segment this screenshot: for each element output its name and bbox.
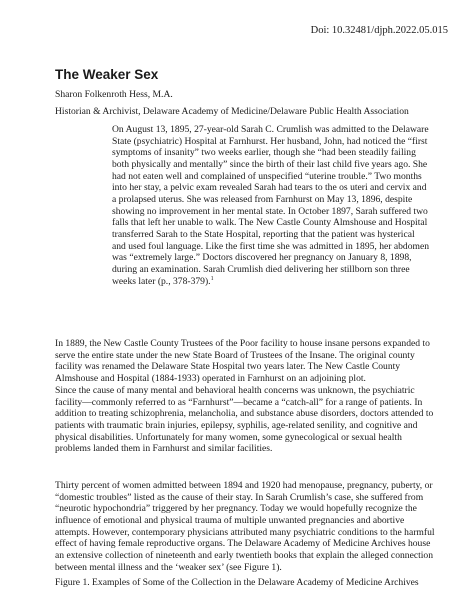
case-study-blockquote: [112, 124, 430, 287]
footnote-marker: 1: [210, 275, 214, 282]
figure-caption: Figure 1. Examples of Some of the Collection in the Delaware Academy of Medicine Archives: [55, 577, 419, 588]
body-paragraph: In 1889, the New Castle County Trustees of the Poor facility to house insane persons expanded to serve the entire state under the new State Board of Trustees of the Insane. The original county facility was renamed the Delaware State Hospital two years later. The New Castle County Almshouse and Hospital (1884-1933) operated in Farnhurst on an adjoining plot.: [55, 338, 430, 384]
doi-header: Doi: 10.32481/djph.2022.05.015: [310, 25, 448, 36]
body-paragraph: Since the cause of many mental and behavioral health concerns was unknown, the psychiatric facility—commonly referred to as “Farnhurst”—became a “catch-all” for a range of patients. In addition to treating schizophrenia, melancholia, and substance abuse disorders, doctors attended to patients with traumatic brain injuries, epilepsy, syphilis, age-related senility, and cognitive and physical disabilities. Unfortunately for many women, some gynecological or sexual health problems landed them in Farnhurst and similar facilities.: [55, 385, 434, 455]
body-paragraph: Thirty percent of women admitted between 1894 and 1920 had menopause, pregnancy, puberty, or “domestic troubles” listed as the cause of their stay. In Sarah Crumlish’s case, she suffered from “neurotic hypochondria” triggered by her pregnancy. Today we would hopefully recognize the influence of emotional and physical trauma of multiple unwanted pregnancies and abortive attempts. However, contemporary physicians attributed many psychiatric conditions to the harmful effect of having female reproductive organs. The Delaware Academy of Medicine Archives house an extensive collection of nineteenth and early twentieth books that explain the alleged connection between mental illness and the ‘weaker sex’ (see Figure 1).: [55, 480, 435, 573]
author-affiliation: Historian & Archivist, Delaware Academy of Medicine/Delaware Public Health Association: [55, 106, 409, 117]
article-title: The Weaker Sex: [55, 67, 159, 82]
author-name: Sharon Folkenroth Hess, M.A.: [55, 89, 173, 100]
blockquote-text: On August 13, 1895, 27-year-old Sarah C. Crumlish was admitted to the Delaware State (psychiatric) Hospital at Farnhurst. Her husband, John, had noticed the “first symptoms of insanity” two weeks earlier, though she “had been steadily failing both physically and mentally” since the birth of their last child five years ago. She had not eaten well and complained of unspecified “uterine trouble.” Two months into her stay, a pelvic exam revealed Sarah had tears to the os uteri and cervix and a prolapsed uterus. She was released from Farnhurst on May 13, 1896, despite showing no improvement in her mental state. In October 1897, Sarah suffered two falls that left her unable to walk. The New Castle County Almshouse and Hospital transferred Sarah to the State Hospital, reporting that the patient was hysterical and used foul language. Like the first time she was admitted in 1895, her abdomen was “extremely large.” Doctors discovered her pregnancy on January 8, 1898, during an examination. Sarah Crumlish died delivering her stillborn son three weeks later (p., 378-379).: [112, 124, 430, 287]
